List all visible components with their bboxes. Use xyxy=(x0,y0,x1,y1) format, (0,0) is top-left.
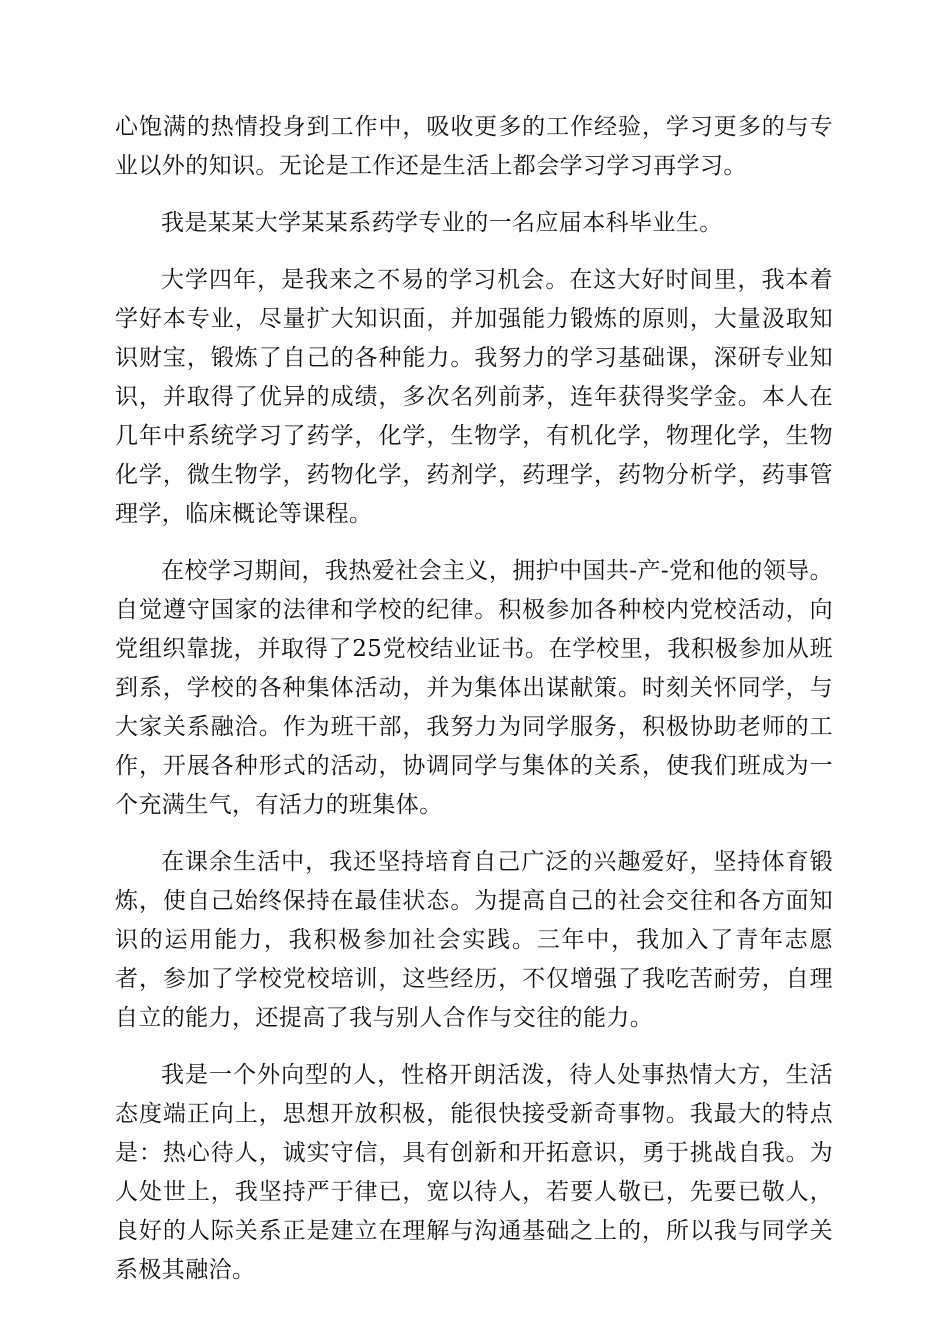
paragraph-extracurricular: 在课余生活中，我还坚持培育自己广泛的兴趣爱好，坚持体育锻炼，使自己始终保持在最佳状态。为提高自己的社会交往和各方面知识的运用能力，我积极参加社会实践。三年中，我加入了青年志愿者，参加了学校党校培训，这些经历，不仅增强了我吃苦耐劳，自理自立的能力，还提高了我与别人合作与交往的能力。 xyxy=(115,849,833,1031)
paragraph-intro: 我是某某大学某某系药学专业的一名应届本科毕业生。 xyxy=(161,210,723,236)
paragraph-campus-activities: 在校学习期间，我热爱社会主义，拥护中国共-产-党和他的领导。自觉遵守国家的法律和学校的纪律。积极参加各种校内党校活动，向党组织靠拢，并取得了25党校结业证书。在学校里，我积极参加从班到系，学校的各种集体活动，并为集体出谋献策。时刻关怀同学，与大家关系融洽。作为班干部，我努力为同学服务，积极协助老师的工作，开展各种形式的活动，协调同学与集体的关系，使我们班成为一个充满生气，有活力的班集体。 xyxy=(115,558,833,818)
paragraph-continuation: 心饱满的热情投身到工作中，吸收更多的工作经验，学习更多的与专业以外的知识。无论是工作还是生活上都会学习学习再学习。 xyxy=(115,114,833,179)
paragraph-personality: 我是一个外向型的人，性格开朗活泼，待人处事热情大方，生活态度端正向上，思想开放积极，能很快接受新奇事物。我最大的特点是：热心待人，诚实守信，具有创新和开拓意识，勇于挑战自我。为人处世上，我坚持严于律已，宽以待人，若要人敬已，先要已敬人，良好的人际关系正是建立在理解与沟通基础之上的，所以我与同学关系极其融洽。 xyxy=(115,1062,833,1283)
document-body xyxy=(115,108,833,1308)
paragraph-university-study: 大学四年，是我来之不易的学习机会。在这大好时间里，我本着学好本专业，尽量扩大知识面，并加强能力锻炼的原则，大量汲取知识财宝，锻炼了自己的各种能力。我努力的学习基础课，深研专业知识，并取得了优异的成绩，多次名列前茅，连年获得奖学金。本人在几年中系统学习了药学，化学，生物学，有机化学，物理化学，生物化学，微生物学，药物化学，药剂学，药理学，药物分析学，药事管理学，临床概论等课程。 xyxy=(115,267,833,527)
